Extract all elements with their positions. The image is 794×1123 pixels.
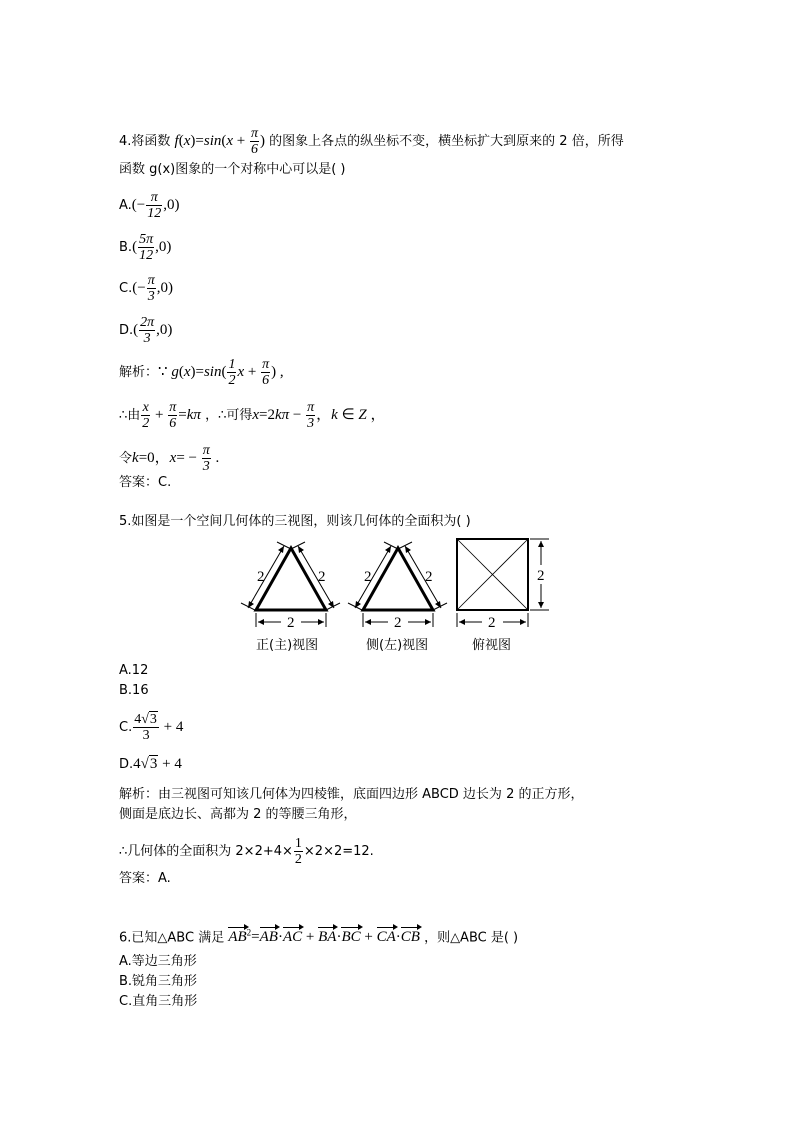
front-right-dimension-line — [298, 546, 334, 608]
q4-stem-text-a: 4.将函数 — [119, 134, 171, 149]
q4-answer: 答案：C. — [119, 475, 172, 490]
q6-stem-text-a: 6.已知△ABC 满足 — [119, 930, 225, 946]
q4-option-d: D.( $\frac{2\pi}{3}$ ,0) — [119, 315, 173, 346]
three-view-drawing — [235, 535, 565, 653]
three-view-figure — [235, 535, 565, 657]
dim-label: 2 — [394, 615, 402, 631]
analysis-text: 令 — [119, 451, 133, 466]
option-label: C. — [119, 720, 133, 735]
option-label: A. — [119, 198, 132, 213]
q5-option-c: C. $\frac{4√3}{3}$ + 4 — [119, 712, 184, 743]
q5-analysis-line3: ∴几何体的全面积为 2×2+4× $\frac{1}{2}$ ×2×2=12. — [119, 836, 374, 867]
dim-label: 2 — [425, 569, 433, 585]
dim-label: 2 — [488, 615, 496, 631]
q4-stem-text-b: 的图象上各点的纵坐标不变，横坐标扩大到原来的 2 倍，所得 — [269, 134, 624, 149]
dim-label: 2 — [287, 615, 295, 631]
q5-option-d: D.4√3 + 4 — [119, 756, 182, 772]
option-label: D. — [119, 323, 134, 338]
dim-label: 2 — [318, 569, 326, 585]
analysis-text: ∴由 — [119, 408, 141, 423]
q4-analysis-line3: 令k=0，x= − $\frac{\pi}{3}$ . — [119, 443, 220, 474]
caption-side-view: 侧(左)视图 — [366, 638, 429, 653]
q4-stem-line2: 函数 g(x)图象的一个对称中心可以是( ) — [119, 162, 346, 177]
q6-option-c: C.直角三角形 — [119, 994, 198, 1009]
front-left-dimension-line — [248, 546, 284, 608]
q4-stem-line1 — [119, 126, 624, 157]
q4-option-a: A.(− $\frac{\pi}{12}$ ,0) — [119, 190, 180, 221]
caption-front-view: 正(主)视图 — [256, 638, 319, 653]
dim-label: 2 — [364, 569, 372, 585]
q5-answer: 答案：A. — [119, 871, 171, 886]
q4-option-b: B.( $\frac{5\pi}{12}$ ,0) — [119, 232, 172, 263]
q5-analysis-line1: 解析：由三视图可知该几何体为四棱锥，底面四边形 ABCD 边长为 2 的正方形， — [119, 787, 584, 802]
analysis-text: ∴几何体的全面积为 2×2+4× — [119, 844, 293, 859]
analysis-text: ×2×2=12. — [303, 844, 374, 859]
q5-analysis-line2: 侧面是底边长、高都为 2 的等腰三角形， — [119, 807, 357, 822]
dim-label: 2 — [537, 568, 545, 584]
analysis-text: ，∴可得 — [205, 408, 253, 423]
q5-option-a: A.12 — [119, 663, 149, 678]
q5-stem: 5.如图是一个空间几何体的三视图，则该几何体的全面积为( ) — [119, 514, 471, 529]
option-label: C. — [119, 281, 133, 296]
front-view-triangle — [256, 548, 326, 610]
q6-stem — [119, 924, 518, 947]
q6-option-a: A.等边三角形 — [119, 954, 197, 969]
side-view-triangle — [363, 548, 433, 610]
caption-top-view: 俯视图 — [472, 638, 512, 653]
dim-label: 2 — [257, 569, 265, 585]
option-label: D. — [119, 757, 134, 772]
q4-analysis-line2: ∴由 $\frac{x}{2}$ + $\frac{\pi}{6}$ =kπ ，∴可得x=2kπ − $\frac{\pi}{3}$ ，k ∈ Z ， — [119, 400, 386, 431]
analysis-label: 解析： — [119, 365, 159, 380]
q6-vector-equation: $AB^2=AB\cdot AC + BA\cdot BC + CA\cdot CB$ — [228, 928, 420, 946]
q4-option-c: C.(− $\frac{\pi}{3}$ ,0) — [119, 273, 173, 304]
q5-option-b: B.16 — [119, 683, 149, 698]
q4-function-formula: f(x)=sin(x + $\frac{\pi}{6}$ ) — [174, 126, 266, 157]
q4-analysis-line1: 解析：∵ g(x)=sin( $\frac{1}{2}$ x + $\frac{\pi}{6}$ ) , — [119, 357, 284, 388]
q6-stem-text-b: ，则△ABC 是( ) — [424, 930, 519, 946]
q6-option-b: B.锐角三角形 — [119, 974, 198, 989]
option-label: B. — [119, 240, 133, 255]
